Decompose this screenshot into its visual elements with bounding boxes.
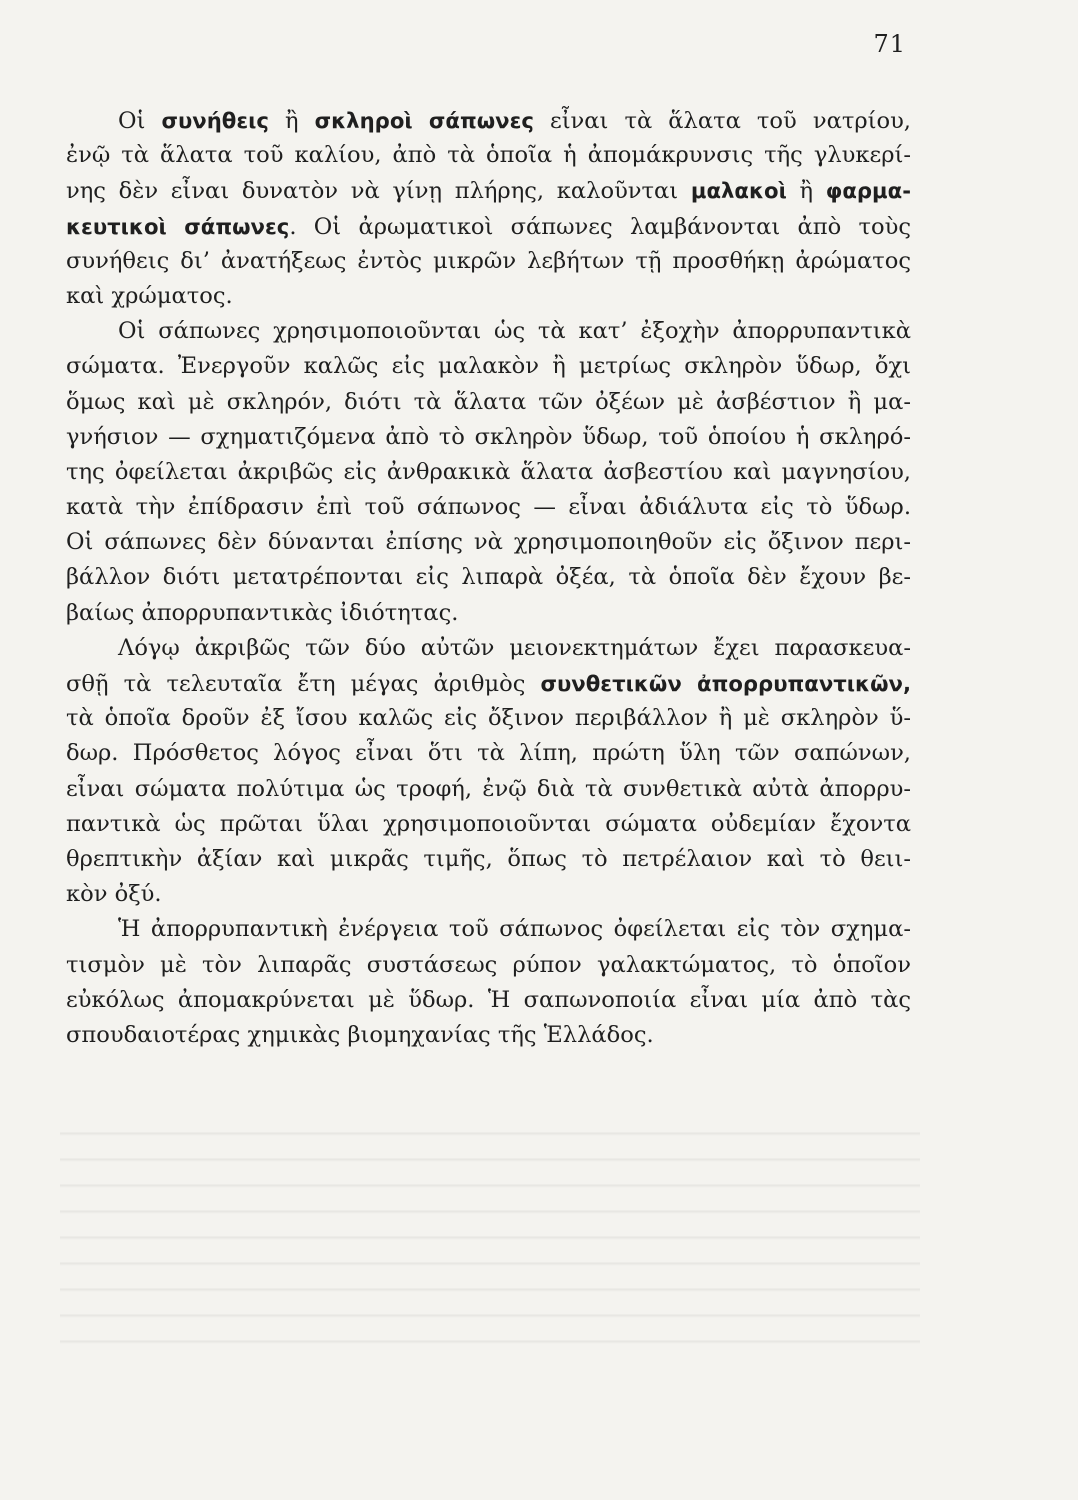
text-segment: συνήθεις δι’ ἀνατήξεως ἐντὸς μικρῶν λεβήτων τῇ προσθήκῃ ἀρώματος: [66, 247, 911, 274]
text-segment: ἢ: [786, 178, 826, 205]
text-line: [66, 525, 911, 560]
bold-term: συνήθεις: [161, 108, 269, 133]
text-segment: γνήσιον — σχηματιζόμενα ἀπὸ τὸ σκληρὸν ὕδωρ, τοῦ ὁποίου ἡ σκληρό-: [66, 423, 911, 450]
text-segment: βαίως ἀπορρυπαντικὰς ἰδιότητας.: [66, 599, 459, 626]
text-line: [66, 666, 911, 701]
text-segment: Οἱ σάπωνες χρησιμοποιοῦνται ὡς τὰ κατ’ ἐξοχὴν ἀπορρυπαντικὰ: [118, 318, 911, 345]
text-line: [66, 103, 911, 138]
bleed-through-text: [60, 1110, 920, 1360]
bold-term: φαρμα-: [825, 178, 912, 204]
text-line: [66, 807, 911, 842]
text-segment: σπουδαιοτέρας χημικὰς βιομηχανίας τῆς Ἑλλάδος.: [66, 1021, 654, 1048]
text-line: [66, 244, 911, 279]
text-line: [66, 349, 911, 384]
page-number: 71: [873, 30, 906, 58]
text-line: [66, 912, 911, 947]
bold-term: κευτικοὶ σάπωνες: [66, 213, 290, 239]
text-line: [66, 173, 911, 208]
text-segment: εὐκόλως ἀπομακρύνεται μὲ ὕδωρ. Ἡ σαπωνοποιία εἶναι μία ἀπὸ τὰς: [66, 986, 911, 1013]
text-line: [66, 701, 911, 736]
text-segment: Ἡ ἀπορρυπαντικὴ ἐνέργεια τοῦ σάπωνος ὀφείλεται εἰς τὸν σχημα-: [118, 916, 911, 943]
text-segment: της ὀφείλεται ἀκριβῶς εἰς ἀνθρακικὰ ἅλατα ἀσβεστίου καὶ μαγνησίου,: [66, 458, 911, 485]
text-line: [66, 490, 911, 525]
text-line: [66, 736, 911, 771]
text-line: [66, 772, 911, 807]
text-segment: Λόγῳ ἀκριβῶς τῶν δύο αὐτῶν μειονεκτημάτων ἔχει παρασκευα-: [118, 634, 911, 661]
text-line: [66, 842, 911, 877]
text-segment: παντικὰ ὡς πρῶται ὕλαι χρησιμοποιοῦνται σώματα οὐδεμίαν ἔχοντα: [66, 810, 911, 837]
text-line: [66, 877, 911, 912]
text-line: [66, 596, 911, 631]
bold-term: μαλακοὶ: [690, 178, 787, 204]
text-line: [66, 983, 911, 1018]
text-line: [66, 1018, 911, 1053]
text-segment: τὰ ὁποῖα δροῦν ἐξ ἴσου καλῶς εἰς ὄξινον περιβάλλον ἢ μὲ σκληρὸν ὕ-: [66, 705, 911, 732]
text-segment: . Οἱ ἀρωματικοὶ σάπωνες λαμβάνονται ἀπὸ τοὺς: [289, 213, 911, 240]
text-segment: νης δὲν εἶναι δυνατὸν νὰ γίνῃ πλήρης, καλοῦνται: [66, 178, 691, 205]
text-segment: εἶναι τὰ ἅλατα τοῦ νατρίου,: [533, 108, 911, 134]
text-segment: σώματα. Ἐνεργοῦν καλῶς εἰς μαλακὸν ἢ μετρίως σκληρὸν ὕδωρ, ὄχι: [66, 353, 911, 380]
bold-term: σκληροὶ σάπωνες: [314, 108, 534, 133]
text-segment: ὅμως καὶ μὲ σκληρόν, διότι τὰ ἅλατα τῶν ὀξέων μὲ ἀσβέστιον ἢ μα-: [66, 388, 911, 415]
text-line: [66, 279, 911, 314]
text-segment: κατὰ τὴν ἐπίδρασιν ἐπὶ τοῦ σάπωνος — εἶναι ἀδιάλυτα εἰς τὸ ὕδωρ.: [66, 494, 911, 521]
text-segment: τισμὸν μὲ τὸν λιπαρᾶς συστάσεως ρύπον γαλακτώματος, τὸ ὁποῖον: [66, 951, 911, 978]
text-line: [66, 138, 911, 173]
text-segment: βάλλον διότι μετατρέπονται εἰς λιπαρὰ ὀξέα, τὰ ὁποῖα δὲν ἔχουν βε-: [66, 564, 911, 591]
text-segment: Οἱ σάπωνες δὲν δύνανται ἐπίσης νὰ χρησιμοποιηθοῦν εἰς ὄξινον περι-: [66, 529, 911, 556]
text-segment: θρεπτικὴν ἀξίαν καὶ μικρᾶς τιμῆς, ὅπως τὸ πετρέλαιον καὶ τὸ θειι-: [66, 845, 911, 872]
text-line: [66, 455, 911, 490]
body-text: [66, 103, 911, 1053]
text-line: [66, 385, 911, 420]
text-segment: Οἱ: [118, 108, 162, 134]
text-line: [66, 314, 911, 349]
text-line: [66, 560, 911, 595]
text-segment: ἐνῷ τὰ ἅλατα τοῦ καλίου, ἀπὸ τὰ ὁποῖα ἡ ἀπομάκρυνσις τῆς γλυκερί-: [66, 142, 911, 169]
bold-term: συνθετικῶν ἀπορρυπαντικῶν,: [540, 671, 911, 696]
text-line: [66, 948, 911, 983]
text-segment: ἢ: [268, 108, 315, 134]
text-line: [66, 209, 911, 244]
text-segment: κὸν ὀξύ.: [66, 881, 162, 908]
text-line: [66, 631, 911, 666]
text-segment: δωρ. Πρόσθετος λόγος εἶναι ὅτι τὰ λίπη, πρώτη ὕλη τῶν σαπώνων,: [66, 740, 911, 767]
text-segment: καὶ χρώματος.: [66, 282, 233, 309]
text-segment: εἶναι σώματα πολύτιμα ὡς τροφή, ἐνῷ διὰ τὰ συνθετικὰ αὐτὰ ἀπορρυ-: [66, 775, 911, 802]
text-line: [66, 420, 911, 455]
text-segment: σθῇ τὰ τελευταῖα ἔτη μέγας ἀριθμὸς: [66, 671, 541, 697]
